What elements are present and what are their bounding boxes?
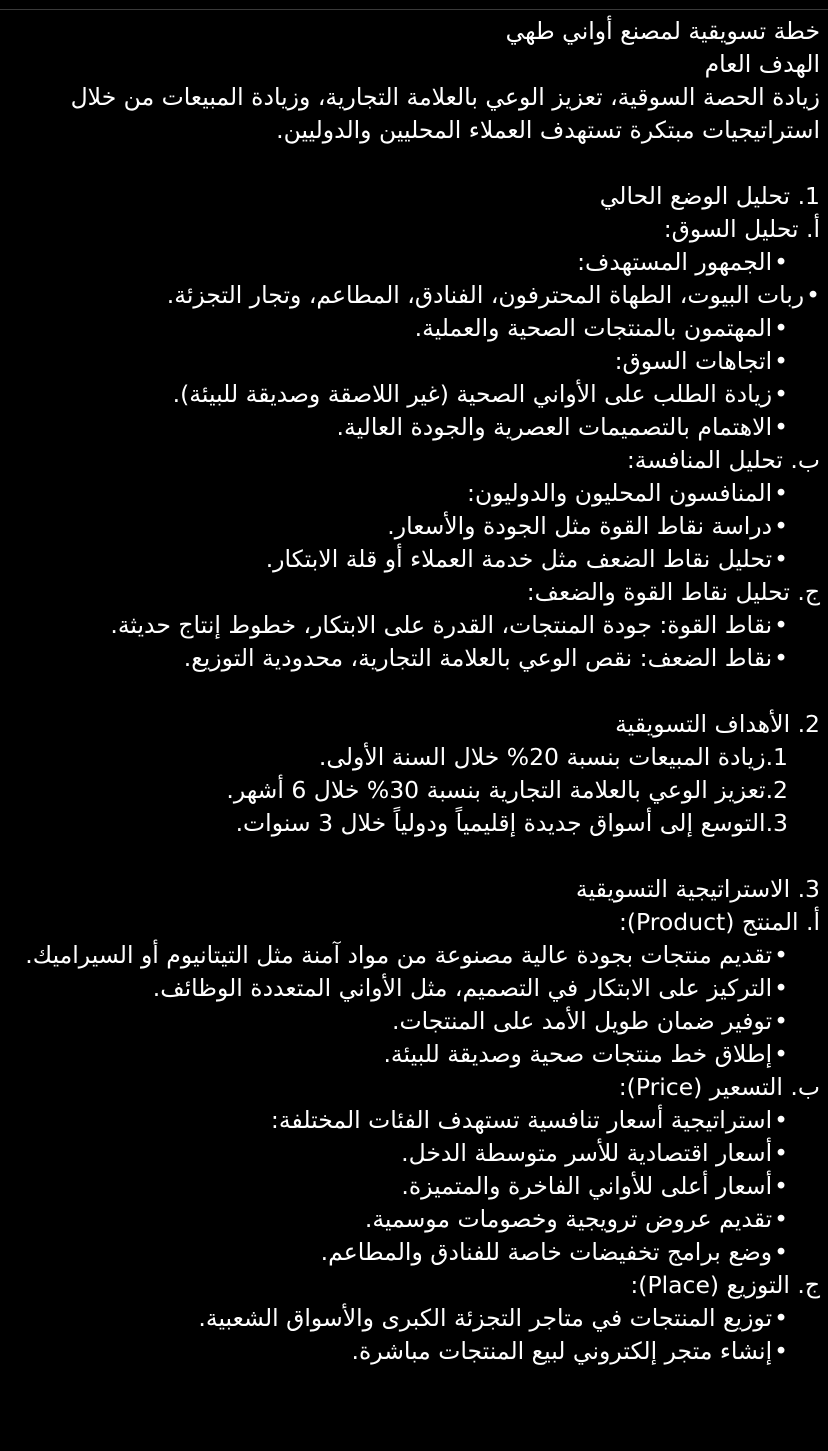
bullet: • <box>774 413 788 441</box>
bullet: • <box>806 281 820 309</box>
numbered-item: 3.التوسع إلى أسواق جديدة إقليمياً ودولياً خلال 3 سنوات. <box>235 809 788 837</box>
bullet: • <box>774 1337 788 1365</box>
section-3b-heading: ب. التسعير (Price): <box>618 1073 820 1101</box>
list-item: •استراتيجية أسعار تنافسية تستهدف الفئات المختلفة: <box>270 1106 788 1134</box>
list-item: •إطلاق خط منتجات صحية وصديقة للبيئة. <box>383 1040 788 1068</box>
list-item: •أسعار أعلى للأواني الفاخرة والمتميزة. <box>401 1172 788 1200</box>
bullet: • <box>774 479 788 507</box>
bullet: • <box>774 611 788 639</box>
section-1b-heading: ب. تحليل المنافسة: <box>626 446 820 474</box>
section-3c-heading: ج. التوزيع (Place): <box>630 1271 820 1299</box>
section-1c-heading: ج. تحليل نقاط القوة والضعف: <box>526 578 820 606</box>
list-item: •توفير ضمان طويل الأمد على المنتجات. <box>392 1007 788 1035</box>
bullet: • <box>774 644 788 672</box>
bullet: • <box>774 1172 788 1200</box>
bullet: • <box>774 545 788 573</box>
bullet: • <box>774 1139 788 1167</box>
bullet: • <box>774 1040 788 1068</box>
list-item: •زيادة الطلب على الأواني الصحية (غير اللاصقة وصديقة للبيئة). <box>172 380 788 408</box>
goal-heading: الهدف العام <box>704 50 820 78</box>
document-title: خطة تسويقية لمصنع أواني طهي <box>505 17 820 45</box>
list-item: •نقاط القوة: جودة المنتجات، القدرة على الابتكار، خطوط إنتاج حديثة. <box>110 611 788 639</box>
list-item: •الجمهور المستهدف: <box>577 248 788 276</box>
bullet: • <box>774 1007 788 1035</box>
section-1a-heading: أ. تحليل السوق: <box>663 215 820 243</box>
list-item: •ربات البيوت، الطهاة المحترفون، الفنادق، المطاعم، وتجار التجزئة. <box>166 281 820 309</box>
bullet: • <box>774 1205 788 1233</box>
section-3a-heading: أ. المنتج (Product): <box>618 908 820 936</box>
list-item: •أسعار اقتصادية للأسر متوسطة الدخل. <box>401 1139 788 1167</box>
document-body <box>0 15 820 1368</box>
list-item: •اتجاهات السوق: <box>614 347 788 375</box>
numbered-item: 2.تعزيز الوعي بالعلامة التجارية بنسبة 30% خلال 6 أشهر. <box>226 776 788 804</box>
numbered-item: 1.زيادة المبيعات بنسبة 20% خلال السنة الأولى. <box>318 743 788 771</box>
list-item: •إنشاء متجر إلكتروني لبيع المنتجات مباشرة. <box>351 1337 788 1365</box>
section-2-heading: 2. الأهداف التسويقية <box>615 710 820 738</box>
section-1-heading: 1. تحليل الوضع الحالي <box>599 182 820 210</box>
list-item: •وضع برامج تخفيضات خاصة للفنادق والمطاعم. <box>320 1238 788 1266</box>
bullet: • <box>774 941 788 969</box>
list-item: •تقديم عروض ترويجية وخصومات موسمية. <box>364 1205 788 1233</box>
bullet: • <box>774 380 788 408</box>
bullet: • <box>774 974 788 1002</box>
list-item: •التركيز على الابتكار في التصميم، مثل الأواني المتعددة الوظائف. <box>152 974 788 1002</box>
list-item: •الاهتمام بالتصميمات العصرية والجودة العالية. <box>336 413 788 441</box>
bullet: • <box>774 347 788 375</box>
section-3-heading: 3. الاستراتيجية التسويقية <box>575 875 820 903</box>
bullet: • <box>774 512 788 540</box>
list-item: •نقاط الضعف: نقص الوعي بالعلامة التجارية، محدودية التوزيع. <box>183 644 788 672</box>
bullet: • <box>774 248 788 276</box>
top-divider <box>0 0 828 10</box>
list-item: •توزيع المنتجات في متاجر التجزئة الكبرى والأسواق الشعبية. <box>198 1304 788 1332</box>
bullet: • <box>774 1304 788 1332</box>
goal-text: زيادة الحصة السوقية، تعزيز الوعي بالعلامة التجارية، وزيادة المبيعات من خلال استراتيجيات مبتكرة تستهدف العملاء المحليين والدوليين. <box>70 83 820 144</box>
list-item: •المهتمون بالمنتجات الصحية والعملية. <box>414 314 788 342</box>
bullet: • <box>774 1106 788 1134</box>
bullet: • <box>774 314 788 342</box>
list-item: •تقديم منتجات بجودة عالية مصنوعة من مواد آمنة مثل التيتانيوم أو السيراميك. <box>25 941 788 969</box>
list-item: •تحليل نقاط الضعف مثل خدمة العملاء أو قلة الابتكار. <box>265 545 788 573</box>
list-item: •دراسة نقاط القوة مثل الجودة والأسعار. <box>387 512 788 540</box>
list-item: •المنافسون المحليون والدوليون: <box>467 479 788 507</box>
bullet: • <box>774 1238 788 1266</box>
